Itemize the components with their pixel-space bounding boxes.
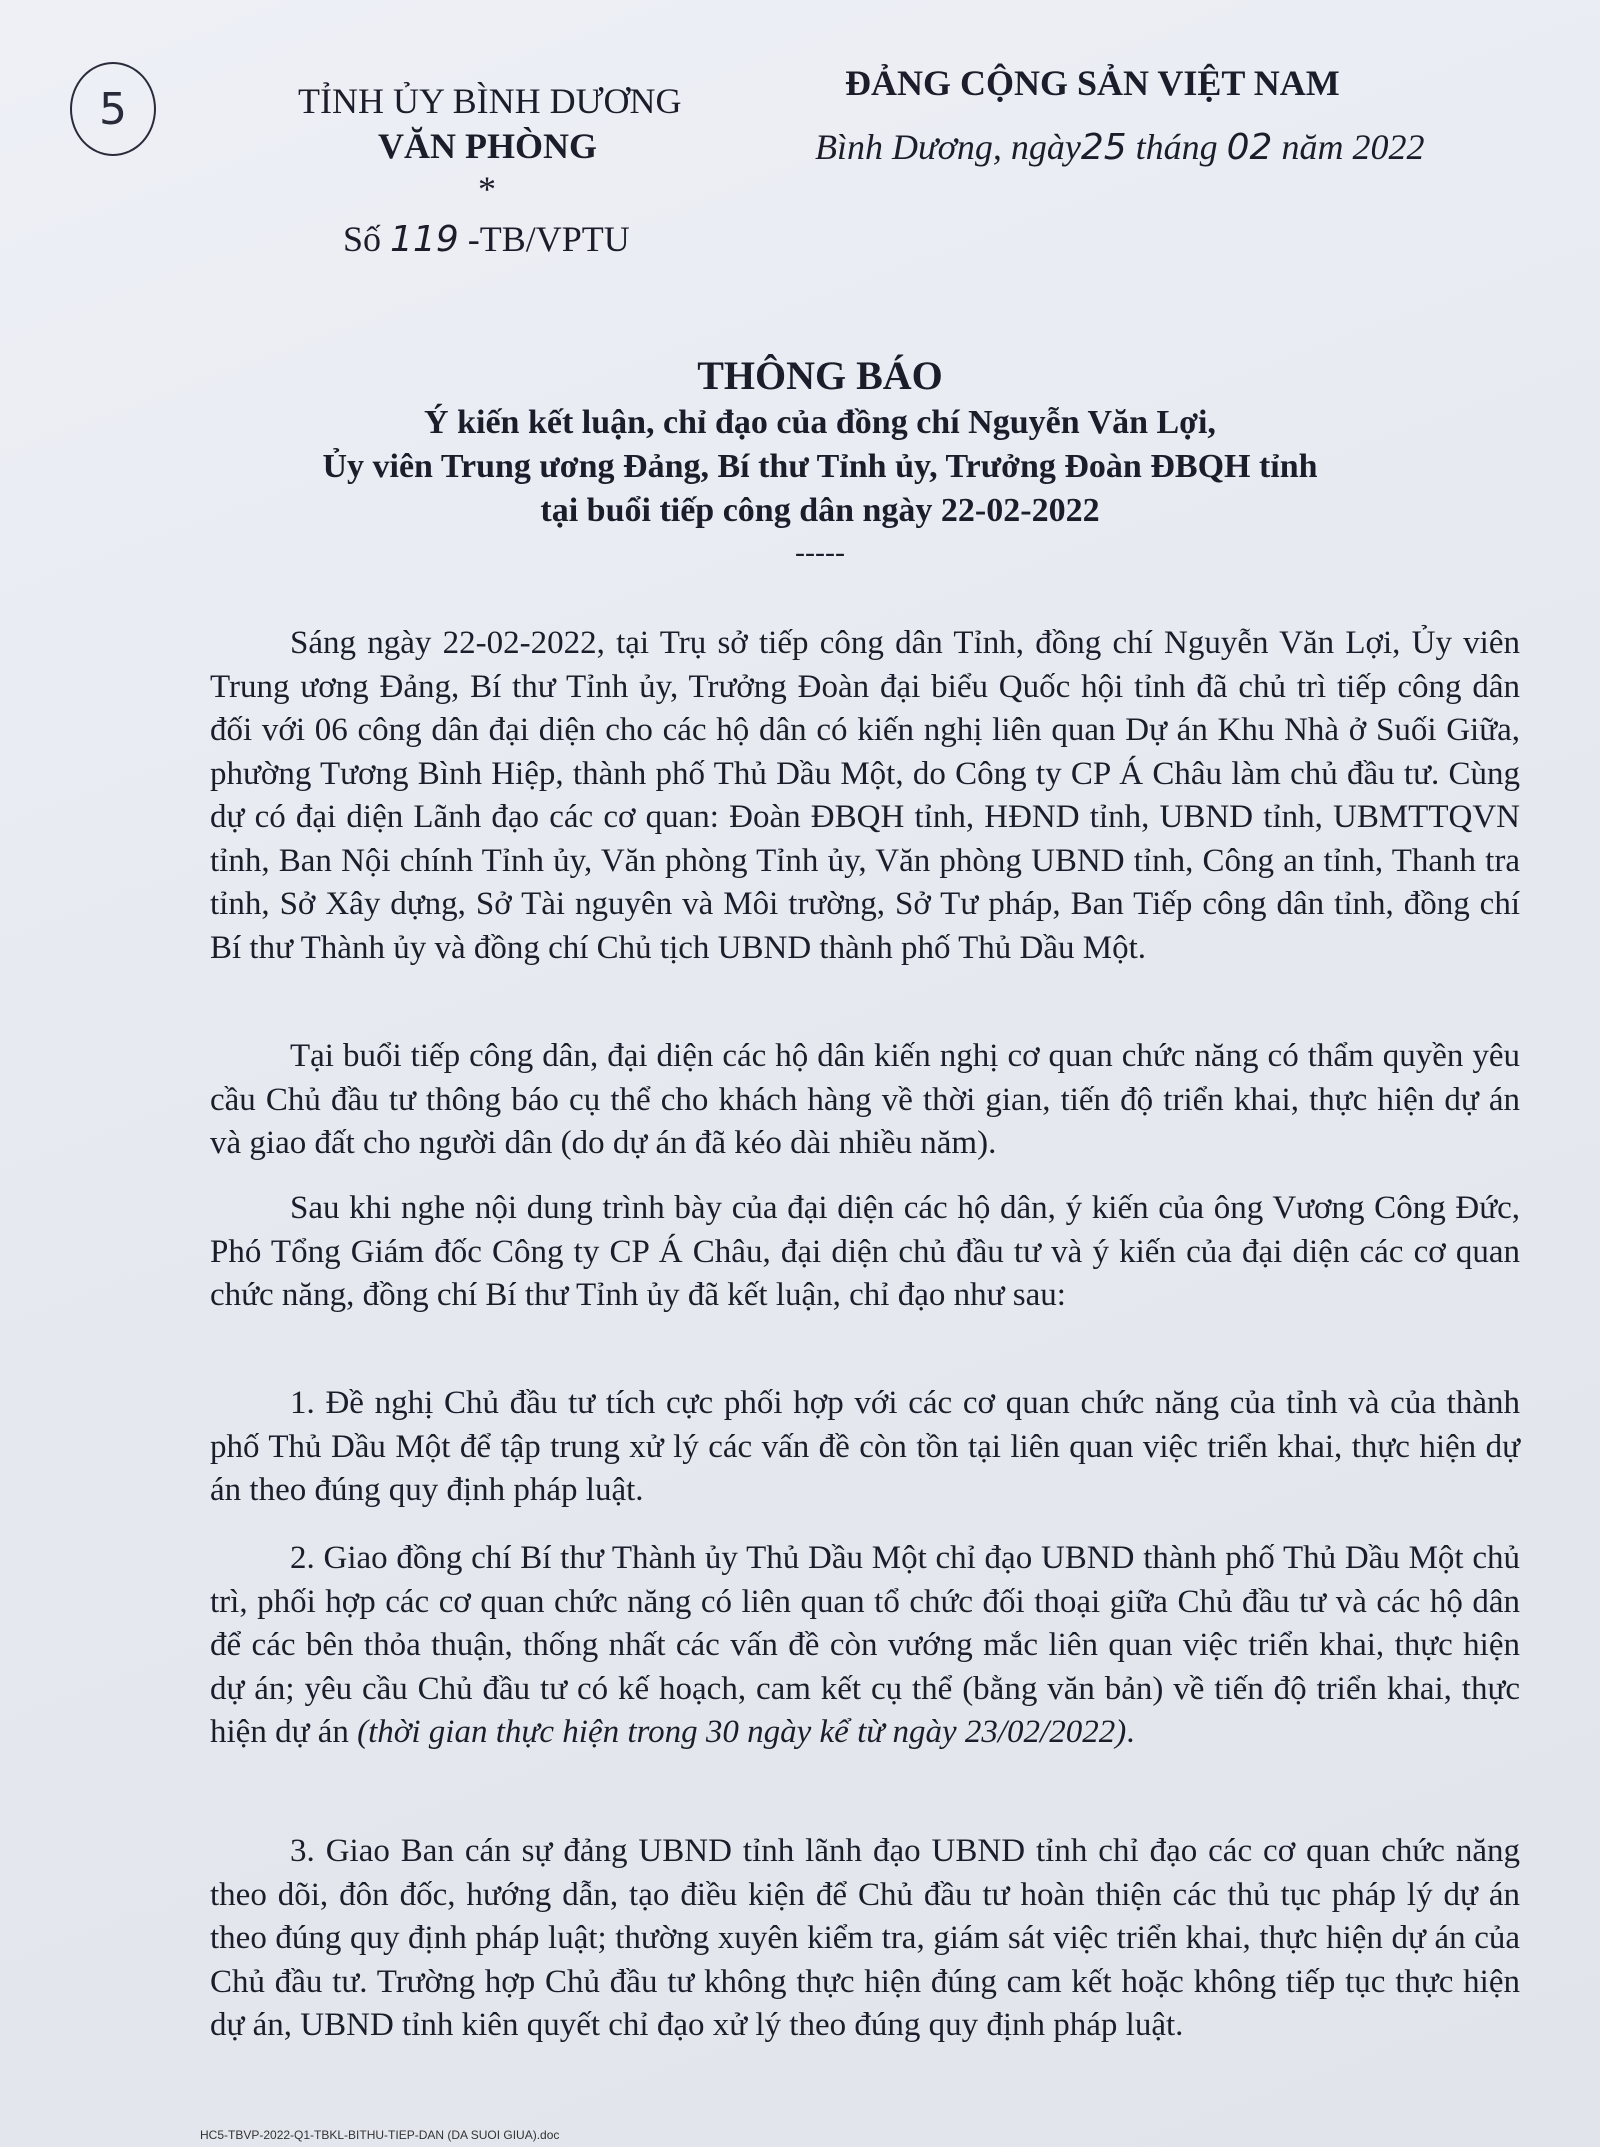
subtitle-line-1: Ý kiến kết luận, chỉ đạo của đồng chí Nguyễn Văn Lợi, xyxy=(424,404,1216,441)
paragraph-intro: Sáng ngày 22-02-2022, tại Trụ sở tiếp công dân Tỉnh, đồng chí Nguyễn Văn Lợi, Ủy viên Trung ương Đảng, Bí thư Tỉnh ủy, Trưởng Đoàn đại biểu Quốc hội tỉnh đã chủ trì tiếp công dân đối với 06 công dân đại diện cho các hộ dân có kiến nghị liên quan Dự án Khu Nhà ở Suối Giữa, phường Tương Bình Hiệp, thành phố Thủ Dầu Một, do Công ty CP Á Châu làm chủ đầu tư. Cùng dự có đại diện Lãnh đạo các cơ quan: Đoàn ĐBQH tỉnh, HĐND tỉnh, UBND tỉnh, UBMTTQVN tỉnh, Ban Nội chính Tỉnh ủy, Văn phòng Tỉnh ủy, Văn phòng UBND tỉnh, Công an tỉnh, Thanh tra tỉnh, Sở Xây dựng, Sở Tài nguyên và Môi trường, Sở Tư pháp, Ban Tiếp công dân tỉnh, đồng chí Bí thư Thành ủy và đồng chí Chủ tịch UBND thành phố Thủ Dầu Một. xyxy=(210,625,1520,966)
place-date: Bình Dương, ngày25 tháng 02 năm 2022 xyxy=(815,127,1425,168)
paragraph-citizen-request: Tại buổi tiếp công dân, đại diện các hộ dân kiến nghị cơ quan chức năng có thẩm quyền yêu cầu Chủ đầu tư thông báo cụ thể cho khách hàng về thời gian, tiến độ triển khai, thực hiện dự án và giao đất cho người dân (do dự án đã kéo dài nhiều năm). xyxy=(210,1038,1520,1161)
directive-item-3: 3. Giao Ban cán sự đảng UBND tỉnh lãnh đạo UBND tỉnh chỉ đạo các cơ quan chức năng theo dõi, đôn đốc, hướng dẫn, tạo điều kiện để Chủ đầu tư hoàn thiện các thủ tục pháp lý dự án theo đúng quy định pháp luật; thường xuyên kiểm tra, giám sát việc triển khai, thực hiện dự án của Chủ đầu tư. Trường hợp Chủ đầu tư không thực hiện đúng cam kết hoặc không tiếp tục thực hiện dự án, UBND tỉnh kiên quyết chỉ đạo xử lý theo đúng quy định pháp luật. xyxy=(210,1833,1520,2043)
subtitle-line-2: Ủy viên Trung ương Đảng, Bí thư Tỉnh ủy, Trưởng Đoàn ĐBQH tỉnh xyxy=(322,448,1318,485)
footer-file-reference: HC5-TBVP-2022-Q1-TBKL-BITHU-TIEP-DAN (DA SUOI GIUA).doc xyxy=(200,2128,560,2142)
paragraph-conclusion-intro: Sau khi nghe nội dung trình bày của đại diện các hộ dân, ý kiến của ông Vương Công Đức, Phó Tổng Giám đốc Công ty CP Á Châu, đại diện chủ đầu tư và ý kiến của đại diện các cơ quan chức năng, đồng chí Bí thư Tỉnh ủy đã kết luận, chỉ đạo như sau: xyxy=(210,1190,1520,1313)
asterisk: * xyxy=(478,169,496,209)
document-title: THÔNG BÁO xyxy=(697,353,943,398)
document-number: Số 119 -TB/VPTU xyxy=(343,219,630,260)
subtitle-line-3: tại buổi tiếp công dân ngày 22-02-2022 xyxy=(540,492,1100,529)
directive-item-2: 2. Giao đồng chí Bí thư Thành ủy Thủ Dầu Một chỉ đạo UBND thành phố Thủ Dầu Một chủ trì, phối hợp các cơ quan chức năng có liên quan tổ chức đối thoại giữa Chủ đầu tư và các hộ dân để các bên thỏa thuận, thống nhất các vấn đề còn vướng mắc liên quan việc triển khai, thực hiện dự án; yêu cầu Chủ đầu tư có kế hoạch, cam kết cụ thể (bằng văn bản) về tiến độ triển khai, thực hiện dự án (thời gian thực hiện trong 30 ngày kể từ ngày 23/02/2022). xyxy=(210,1540,1520,1750)
title-divider: ----- xyxy=(795,536,845,569)
issuer-office: VĂN PHÒNG xyxy=(378,126,597,166)
issuer-province: TỈNH ỦY BÌNH DƯƠNG xyxy=(298,81,682,121)
party-name: ĐẢNG CỘNG SẢN VIỆT NAM xyxy=(845,63,1340,103)
directive-item-1: 1. Đề nghị Chủ đầu tư tích cực phối hợp với các cơ quan chức năng của tỉnh và của thành phố Thủ Dầu Một để tập trung xử lý các vấn đề còn tồn tại liên quan việc triển khai, thực hiện dự án theo đúng quy định pháp luật. xyxy=(210,1385,1520,1508)
handwritten-page-number: 5 xyxy=(70,62,156,156)
